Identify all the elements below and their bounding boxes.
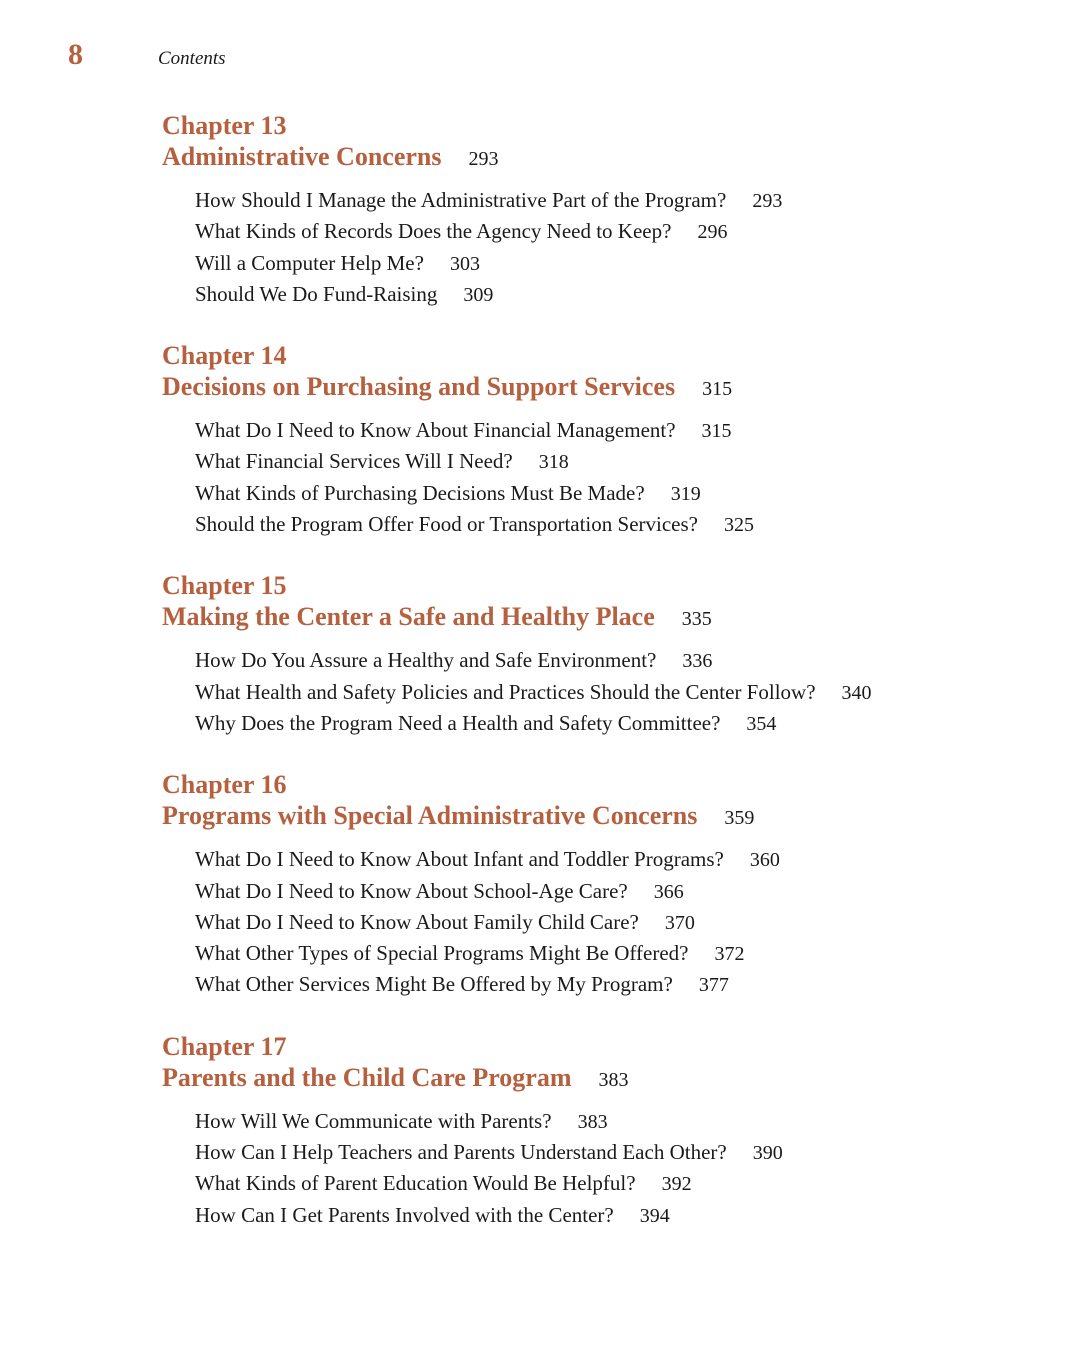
section-page-number: 340 xyxy=(841,681,872,704)
section-list xyxy=(195,415,1048,540)
chapter-15 xyxy=(162,570,1048,739)
chapter-16 xyxy=(162,769,1048,1000)
section-page-number: 296 xyxy=(697,221,728,244)
section-title: Should the Program Offer Food or Transportation Services? xyxy=(195,512,698,537)
section-entry xyxy=(195,907,1048,938)
chapter-page-number: 335 xyxy=(681,608,712,631)
section-entry xyxy=(195,415,1048,446)
section-entry xyxy=(195,446,1048,477)
chapter-page-number: 383 xyxy=(598,1068,629,1091)
section-title: What Other Services Might Be Offered by My Program? xyxy=(195,972,673,997)
section-title: What Kinds of Records Does the Agency Need to Keep? xyxy=(195,219,672,244)
section-entry xyxy=(195,708,1048,739)
section-entry xyxy=(195,969,1048,1000)
section-entry xyxy=(195,279,1048,310)
section-page-number: 372 xyxy=(714,943,745,966)
section-title: How Do You Assure a Healthy and Safe Environment? xyxy=(195,648,657,673)
section-list xyxy=(195,185,1048,310)
section-title: What Kinds of Parent Education Would Be Helpful? xyxy=(195,1171,636,1196)
section-title: How Should I Manage the Administrative Part of the Program? xyxy=(195,188,727,212)
chapter-title-row xyxy=(162,371,1048,405)
section-page-number: 370 xyxy=(664,911,695,934)
section-title: What Do I Need to Know About Financial Management? xyxy=(195,418,676,443)
section-page-number: 392 xyxy=(661,1173,692,1196)
section-list xyxy=(195,844,1048,1000)
section-entry xyxy=(195,185,1048,216)
chapter-label: Chapter 13 xyxy=(162,111,287,140)
chapter-label: Chapter 17 xyxy=(162,1031,287,1061)
section-title: What Do I Need to Know About Family Child Care? xyxy=(195,909,639,934)
section-page-number: 377 xyxy=(698,974,729,997)
section-list xyxy=(195,645,1048,739)
section-entry xyxy=(195,1137,1048,1168)
chapter-label: Chapter 16 xyxy=(162,770,287,800)
chapter-label: Chapter 14 xyxy=(162,341,287,371)
section-entry xyxy=(195,1200,1048,1231)
section-title: What Financial Services Will I Need? xyxy=(195,449,513,474)
section-page-number: 336 xyxy=(682,650,713,673)
section-title: How Can I Help Teachers and Parents Understand Each Other? xyxy=(195,1140,727,1165)
chapter-title-row xyxy=(162,601,1048,635)
chapter-title-row xyxy=(162,800,1048,834)
section-page-number: 394 xyxy=(639,1204,670,1227)
section-title: How Can I Get Parents Involved with the Center? xyxy=(195,1202,614,1227)
section-page-number: 318 xyxy=(538,451,569,474)
section-title: Should We Do Fund-Raising xyxy=(195,281,438,306)
section-page-number: 303 xyxy=(449,252,480,275)
section-title: What Health and Safety Policies and Practices Should the Center Follow? xyxy=(195,679,816,704)
section-page-number: 366 xyxy=(653,880,684,903)
section-page-number: 315 xyxy=(701,420,732,443)
section-page-number: 293 xyxy=(752,190,783,212)
section-entry xyxy=(195,509,1048,540)
chapter-title-row xyxy=(162,1062,1048,1096)
chapter-title: Programs with Special Administrative Concerns xyxy=(162,801,698,831)
chapter-label: Chapter 15 xyxy=(162,571,287,601)
section-title: Will a Computer Help Me? xyxy=(195,250,424,275)
chapter-page-number: 293 xyxy=(468,148,499,170)
section-page-number: 354 xyxy=(746,712,777,735)
section-entry xyxy=(195,876,1048,907)
section-page-number: 360 xyxy=(749,849,780,872)
section-title: What Other Types of Special Programs Might Be Offered? xyxy=(195,941,689,966)
chapter-title: Administrative Concerns xyxy=(162,142,442,171)
running-head: Contents xyxy=(158,48,226,69)
section-entry xyxy=(195,677,1048,708)
section-title: What Do I Need to Know About School-Age Care? xyxy=(195,878,628,903)
chapter-title-row xyxy=(162,141,1048,175)
section-entry xyxy=(195,1106,1048,1137)
section-entry xyxy=(195,844,1048,875)
chapter-17 xyxy=(162,1031,1048,1231)
section-page-number: 325 xyxy=(723,514,754,537)
section-entry xyxy=(195,248,1048,279)
chapter-page-number: 359 xyxy=(724,807,755,830)
table-of-contents xyxy=(162,110,1048,1261)
chapter-14 xyxy=(162,340,1048,540)
page-header xyxy=(68,38,226,78)
section-title: Why Does the Program Need a Health and Safety Committee? xyxy=(195,710,721,735)
chapter-title: Parents and the Child Care Program xyxy=(162,1062,572,1092)
section-entry xyxy=(195,478,1048,509)
chapter-page-number: 315 xyxy=(702,378,733,401)
section-page-number: 319 xyxy=(670,482,701,505)
chapter-13 xyxy=(162,110,1048,310)
section-entry xyxy=(195,645,1048,676)
section-title: How Will We Communicate with Parents? xyxy=(195,1108,552,1133)
section-entry xyxy=(195,1168,1048,1199)
section-entry xyxy=(195,216,1048,247)
section-entry xyxy=(195,938,1048,969)
chapter-title: Making the Center a Safe and Healthy Place xyxy=(162,602,655,632)
section-title: What Do I Need to Know About Infant and Toddler Programs? xyxy=(195,847,724,872)
page-number: 8 xyxy=(68,38,83,71)
section-title: What Kinds of Purchasing Decisions Must Be Made? xyxy=(195,480,645,505)
section-page-number: 383 xyxy=(577,1110,608,1133)
chapter-title: Decisions on Purchasing and Support Services xyxy=(162,372,676,402)
section-page-number: 390 xyxy=(752,1142,783,1165)
section-list xyxy=(195,1106,1048,1231)
section-page-number: 309 xyxy=(463,283,494,306)
